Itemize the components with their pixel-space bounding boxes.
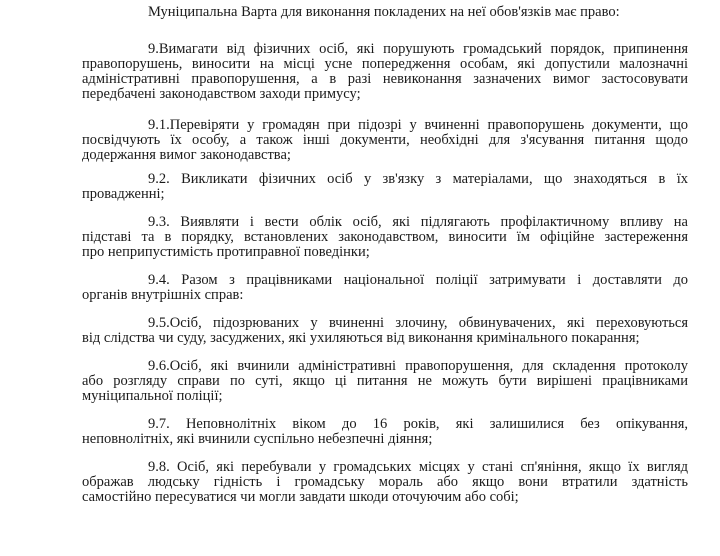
paragraph-9-line-1: 9.Вимагати від фізичних осіб, які порушують громадський порядок, припинення bbox=[148, 41, 688, 57]
paragraph-9-7-line-2: неповнолітніх, які вчинили суспільно небезпечні діяння; bbox=[82, 431, 433, 447]
paragraph-9-4-line-1: 9.4. Разом з працівниками національної поліції затримувати і доставляти до bbox=[148, 272, 688, 288]
paragraph-9-line-2: правопорушень, виносити на місці усне попередження особам, які допустили малозначні bbox=[82, 56, 688, 72]
paragraph-9-line-3: адміністративні правопорушення, а в разі невиконання зазначених вимог застосовувати bbox=[82, 71, 688, 87]
paragraph-9-3-line-3: про неприпустимість протиправної поведінки; bbox=[82, 244, 370, 260]
paragraph-9-6-line-3: муніципальної поліції; bbox=[82, 388, 223, 404]
paragraph-9-8-line-2: ображав людську гідність і громадську мораль або якщо вони втратили здатність bbox=[82, 474, 688, 490]
paragraph-9-2-line-1: 9.2. Викликати фізичних осіб у зв'язку з матеріалами, що знаходяться в їх bbox=[148, 171, 688, 187]
paragraph-9-line-4: передбачені законодавством заходи примусу; bbox=[82, 86, 361, 102]
paragraph-9-1-line-3: додержання вимог законодавства; bbox=[82, 147, 291, 163]
paragraph-9-8-line-1: 9.8. Осіб, які перебували у громадських місцях у стані сп'яніння, якщо їх вигляд bbox=[148, 459, 688, 475]
paragraph-9-4-line-2: органів внутрішніх справ: bbox=[82, 287, 244, 303]
paragraph-9-3-line-1: 9.3. Виявляти і вести облік осіб, які підлягають профілактичному впливу на bbox=[148, 214, 688, 230]
paragraph-9-7-line-1: 9.7. Неповнолітніх віком до 16 років, які залишилися без опікування, bbox=[148, 416, 688, 432]
paragraph-9-5-line-1: 9.5.Осіб, підозрюваних у вчиненні злочину, обвинувачених, які переховуються bbox=[148, 315, 688, 331]
paragraph-9-6-line-1: 9.6.Осіб, які вчинили адміністративні правопорушення, для складення протоколу bbox=[148, 358, 688, 374]
paragraph-9-1-line-2: посвідчують їх особу, а також інші документи, необхідні для з'ясування питання щодо bbox=[82, 132, 688, 148]
paragraph-9-8-line-3: самостійно пересуватися чи могли завдати шкоди оточуючим або собі; bbox=[82, 489, 519, 505]
paragraph-9-1-line-1: 9.1.Перевіряти у громадян при підозрі у вчиненні правопорушень документи, що bbox=[148, 117, 688, 133]
intro-text: Муніципальна Варта для виконання покладених на неї обов'язків має право: bbox=[148, 4, 620, 20]
paragraph-9-3-line-2: підставі та в порядку, встановлених законодавством, виносити їм офіційне застереження bbox=[82, 229, 688, 245]
paragraph-9-6-line-2: або розгляду справи по суті, якщо ці питання не можуть бути вирішені працівниками bbox=[82, 373, 688, 389]
paragraph-9-5-line-2: від слідства чи суду, засуджених, які ухиляються від виконання кримінального покарання; bbox=[82, 330, 640, 346]
paragraph-9-2-line-2: провадженні; bbox=[82, 186, 165, 202]
